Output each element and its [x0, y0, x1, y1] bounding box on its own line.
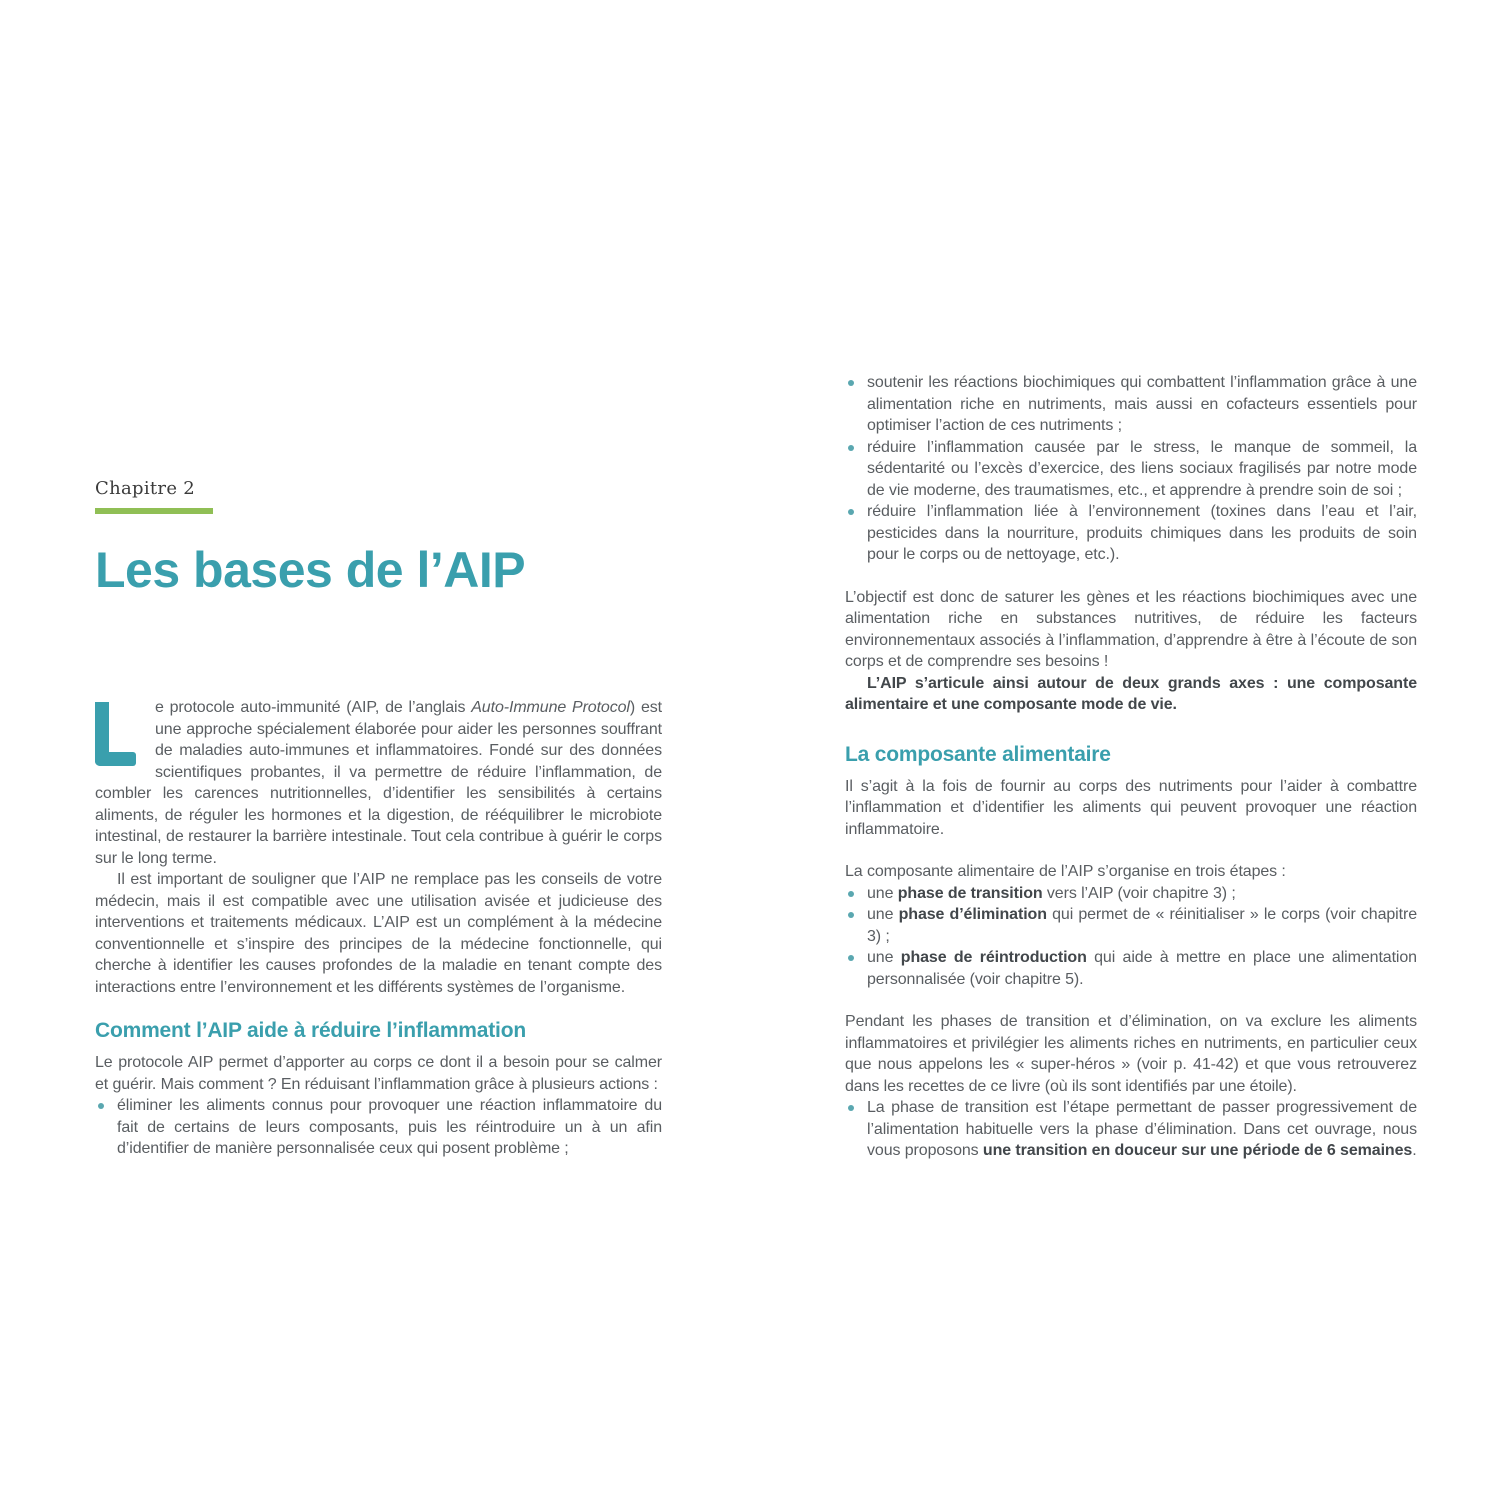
bullet-dot-icon	[848, 380, 854, 386]
intro-text-pre: e protocole auto-immunité (AIP, de l’anglais	[155, 699, 472, 716]
list-item-text: réduire l’inflammation causée par le stress, le manque de sommeil, la sédentarité ou l’excès d’exercice, des liens sociaux fragilisés par notre mode de vie moderne, des traumatismes, etc., et apprendre à prendre soin de soi ;	[867, 438, 1417, 499]
bullet-dot-icon	[848, 912, 854, 918]
phase-pre: une	[867, 884, 898, 902]
page-title: Les bases de l’AIP	[95, 542, 526, 598]
left-column	[95, 478, 662, 1160]
two-axes-paragraph: L’AIP s’articule ainsi autour de deux grands axes : une composante alimentaire et une composante mode de vie.	[845, 674, 1417, 713]
list-item-text: soutenir les réactions biochimiques qui combattent l’inflammation grâce à une alimentation riche en nutriments, mais aussi en cofacteurs essentiels pour optimiser l’action de ces nutriments ;	[867, 374, 1417, 434]
list-item	[845, 904, 1417, 947]
exclusion-paragraph: Pendant les phases de transition et d’élimination, on va exclure les aliments inflammatoires et privilégier les aliments riches en nutriments, en particulier ceux que nous appelons les « super-héros » (voir p. 41-42) et que vous retrouverez dans les recettes de ce livre (où ils sont identifiés par une étoile).	[845, 1013, 1417, 1095]
section-heading-inflammation: Comment l’AIP aide à réduire l’inflammation	[95, 1019, 526, 1042]
intro-text-italic: Auto-Immune Protocol	[471, 699, 630, 716]
list-item	[845, 883, 1417, 905]
objective-paragraph: L’objectif est donc de saturer les gènes et les réactions biochimiques avec une alimentation riche en substances nutritives, de réduire les facteurs environnementaux associés à l’inflammation, d’apprendre à être à l’écoute de son corps et de comprendre ses besoins !	[845, 588, 1417, 670]
inflammation-intro-paragraph: Le protocole AIP permet d’apporter au corps ce dont il a besoin pour se calmer et guérir. Mais comment ? En réduisant l’inflammation grâce à plusieurs actions :	[95, 1054, 662, 1093]
list-item	[845, 947, 1417, 990]
alimentaire-intro-paragraph: Il s’agit à la fois de fournir au corps des nutriments pour l’aider à combattre l’inflammation et d’identifier les aliments qui peuvent provoquer une réaction inflammatoire.	[845, 777, 1417, 838]
dropcap-letter	[95, 702, 142, 766]
list-item	[845, 437, 1417, 502]
list-item	[95, 1095, 662, 1160]
transition-list	[845, 1097, 1417, 1162]
list-item-text: réduire l’inflammation liée à l’environnement (toxines dans l’eau et l’air, pesticides dans la nourriture, produits chimiques dans les produits de soin pour le corps ou de nettoyage, etc.).	[867, 503, 1417, 563]
steps-lead-paragraph: La composante alimentaire de l’AIP s’organise en trois étapes :	[845, 863, 1286, 880]
phase-post: qui aide à mettre en place une alimentation personnalisée (voir chapitre 5).	[867, 949, 1417, 988]
intro-paragraph	[95, 697, 662, 869]
actions-list-continued	[845, 372, 1417, 566]
dropcap-foot	[95, 752, 136, 766]
bullet-dot-icon	[848, 891, 854, 897]
list-item	[845, 1097, 1417, 1162]
phase-post: qui permet de « réinitialiser » le corps (voir chapitre 3) ;	[867, 906, 1417, 945]
transition-pre: La phase de transition est l’étape permettant de passer progressivement de l’alimentation habituelle vers la phase d’élimination. Dans cet ouvrage, nous vous proposons	[867, 1099, 1417, 1159]
list-item-text: éliminer les aliments connus pour provoquer une réaction inflammatoire du fait de certains de leurs composants, puis les réintroduire un à un afin d’identifier de manière personnalisée ceux qui posent problème ;	[117, 1097, 662, 1157]
actions-list	[95, 1095, 662, 1160]
phase-pre: une	[867, 949, 901, 966]
phases-list	[845, 883, 1417, 991]
phase-name: phase de réintroduction	[900, 949, 1087, 966]
right-column	[845, 372, 1417, 1162]
chapter-label: Chapitre 2	[95, 478, 196, 499]
bullet-dot-icon	[848, 1105, 854, 1111]
list-item	[845, 501, 1417, 566]
bullet-dot-icon	[848, 445, 854, 451]
medical-advice-paragraph: Il est important de souligner que l’AIP ne remplace pas les conseils de votre médecin, mais il est compatible avec une utilisation avisée et judicieuse des interventions et traitements médicaux. L’AIP est un complément à la médecine conventionnelle et s’inspire des principes de la médecine fonctionnelle, qui cherche à identifier les causes profondes de la maladie en tenant compte des interactions entre l’environnement et les différents systèmes de l’organisme.	[95, 871, 662, 996]
intro-text-post: ) est une approche spécialement élaborée pour aider les personnes souffrant de maladies auto-immunes et inflammatoires. Fondé sur des données scientifiques probantes, il va permettre de réduire l’inflammation, de combler les carences nutritionnelles, d’identifier les sensibilités à certains aliments, de réguler les hormones et la digestion, de rééquilibrer le microbiote intestinal, de restaurer la barrière intestinale. Tout cela contribue à guérir le corps sur le long terme.	[95, 699, 662, 867]
bullet-dot-icon	[848, 509, 854, 515]
section-heading-alimentaire: La composante alimentaire	[845, 742, 1111, 766]
bullet-dot-icon	[98, 1103, 104, 1109]
transition-post: .	[1412, 1142, 1417, 1159]
chapter-rule	[95, 508, 213, 514]
phase-pre: une	[867, 906, 899, 923]
phase-name: phase d’élimination	[898, 906, 1047, 923]
bullet-dot-icon	[848, 955, 854, 961]
phase-post: vers l’AIP (voir chapitre 3) ;	[1042, 884, 1236, 902]
transition-bold: une transition en douceur sur une période de 6 semaines	[982, 1142, 1413, 1159]
phase-name: phase de transition	[897, 884, 1043, 902]
list-item	[845, 372, 1417, 437]
